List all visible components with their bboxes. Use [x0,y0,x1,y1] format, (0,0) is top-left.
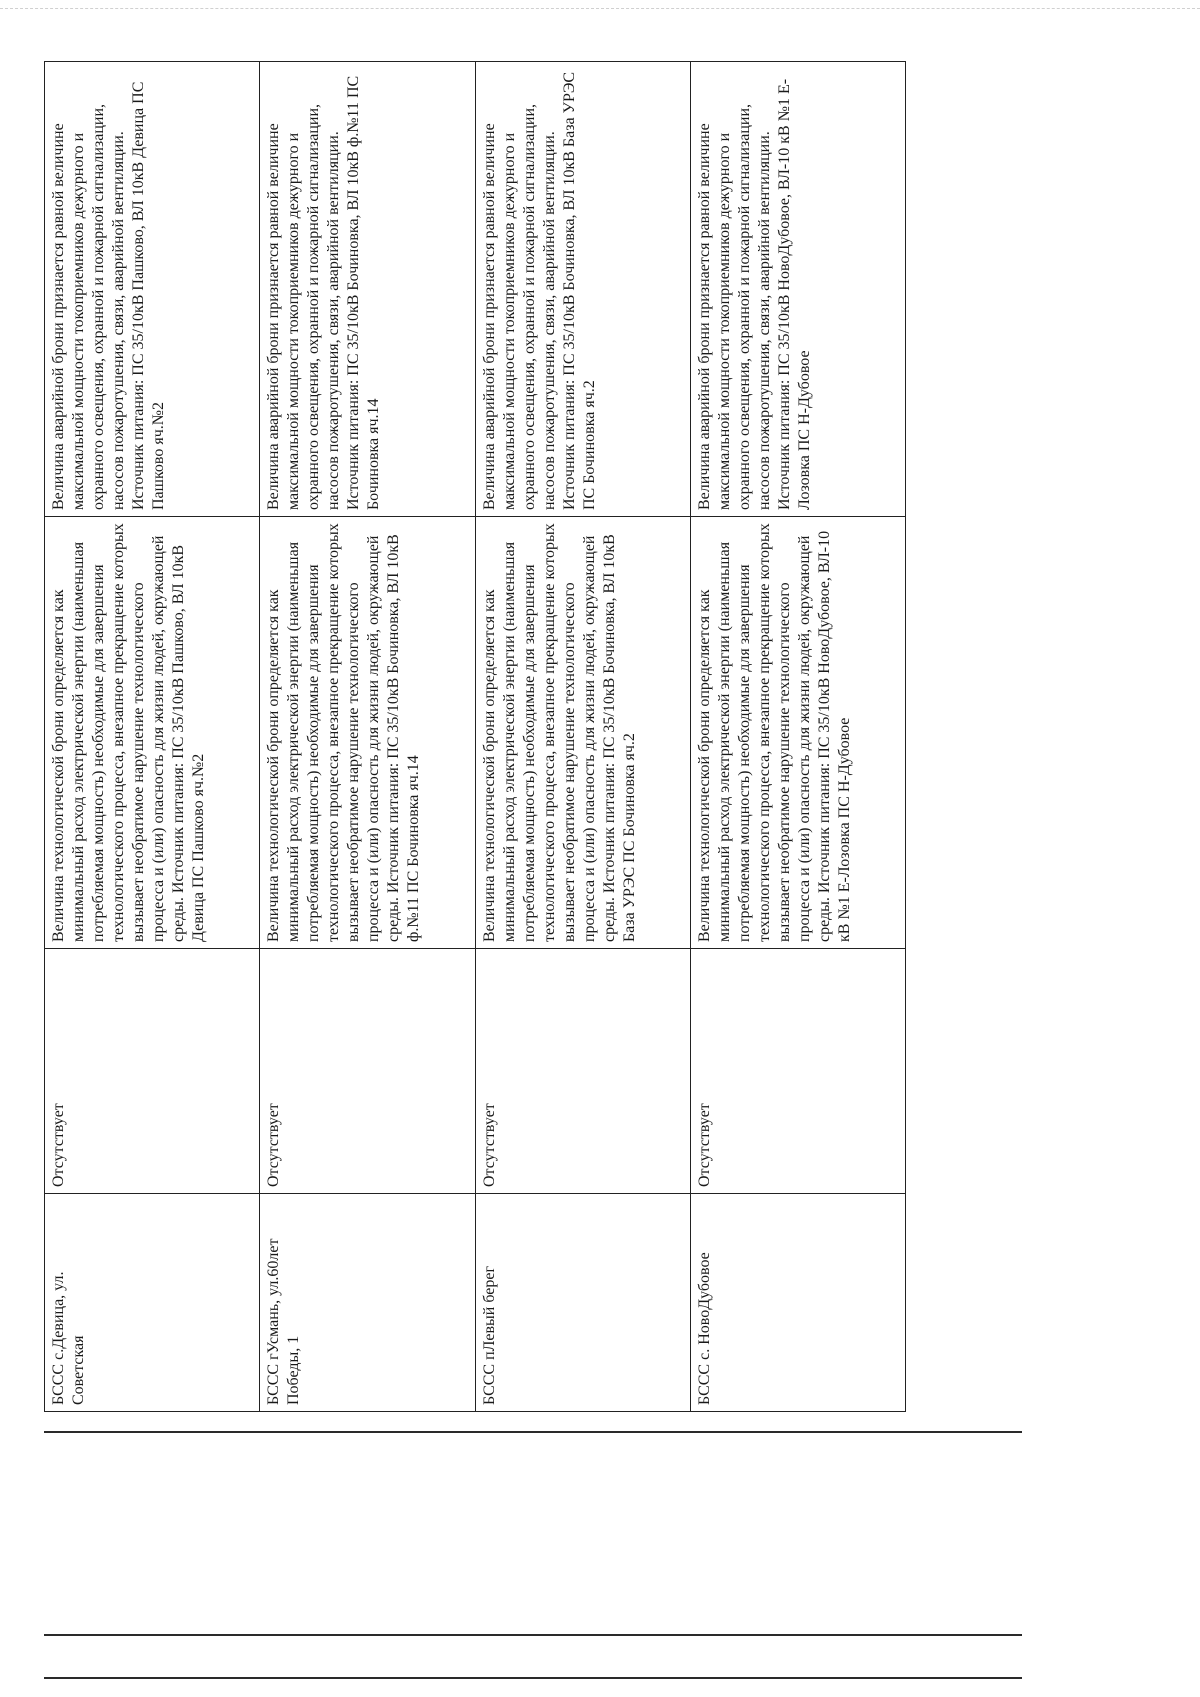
reservation-table [44,61,906,1412]
signature-line [44,1677,1022,1679]
table-row [690,62,905,1412]
rotated-table-wrapper [44,62,906,1412]
status-cell: Отсутствует [475,949,690,1194]
tech-reserve-cell: Величина технологической брони определяется как минимальный расход электрической энергии (наименьшая потребляемая мощность) необходимые для завершения технологического процесса, внезапное прекращение которых вызывает необратимое нарушение технологического процесса и (или) опасность для жизни людей, окружающей среды. Источник питания: ПС 35/10кВ Бочиновка, ВЛ 10кВ База УРЭС ПС Бочиновка яч.2 [475,517,690,949]
emergency-reserve-cell: Величина аварийной брони признается равной величине максимальной мощности токоприемников дежурного и охранного освещения, охранной и пожарной сигнализации, насосов пожаротушения, связи, аварийной вентиляции. Источник питания: ПС 35/10кВ НовоДубовое, ВЛ-10 кВ №1 Е-Лозовка ПС Н-Дубовое [690,62,905,517]
tech-reserve-cell: Величина технологической брони определяется как минимальный расход электрической энергии (наименьшая потребляемая мощность) необходимые для завершения технологического процесса, внезапное прекращение которых вызывает необратимое нарушение технологического процесса и (или) опасность для жизни людей, окружающей среды. Источник питания: ПС 35/10кВ Бочиновка, ВЛ 10кВ ф.№11 ПС Бочиновка яч.14 [260,517,475,949]
status-cell: Отсутствует [690,949,905,1194]
object-cell: БССС пЛевый берег [475,1194,690,1412]
scan-edge-line [0,8,1200,9]
status-cell: Отсутствует [45,949,260,1194]
table-row [45,62,260,1412]
emergency-reserve-cell: Величина аварийной брони признается равной величине максимальной мощности токоприемников дежурного и охранного освещения, охранной и пожарной сигнализации, насосов пожаротушения, связи, аварийной вентиляции. Источник питания: ПС 35/10кВ Бочиновка, ВЛ 10кВ ф.№11 ПС Бочиновка яч.14 [260,62,475,517]
emergency-reserve-cell: Величина аварийной брони признается равной величине максимальной мощности токоприемников дежурного и охранного освещения, охранной и пожарной сигнализации, насосов пожаротушения, связи, аварийной вентиляции. Источник питания: ПС 35/10кВ Пашково, ВЛ 10кВ Девица ПС Пашково яч.№2 [45,62,260,517]
tech-reserve-cell: Величина технологической брони определяется как минимальный расход электрической энергии (наименьшая потребляемая мощность) необходимые для завершения технологического процесса, внезапное прекращение которых вызывает необратимое нарушение технологического процесса и (или) опасность для жизни людей, окружающей среды. Источник питания: ПС 35/10кВ НовоДубовое, ВЛ-10 кВ №1 Е-Лозовка ПС Н-Дубовое [690,517,905,949]
object-cell: БССС с.Девица, ул. Советская [45,1194,260,1412]
signature-line [44,1431,1022,1433]
signature-line [44,1634,1022,1636]
table-row [260,62,475,1412]
emergency-reserve-cell: Величина аварийной брони признается равной величине максимальной мощности токоприемников дежурного и охранного освещения, охранной и пожарной сигнализации, насосов пожаротушения, связи, аварийной вентиляции. Источник питания: ПС 35/10кВ Бочиновка, ВЛ 10кВ База УРЭС ПС Бочиновка яч.2 [475,62,690,517]
status-cell: Отсутствует [260,949,475,1194]
tech-reserve-cell: Величина технологической брони определяется как минимальный расход электрической энергии (наименьшая потребляемая мощность) необходимые для завершения технологического процесса, внезапное прекращение которых вызывает необратимое нарушение технологического процесса и (или) опасность для жизни людей, окружающей среды. Источник питания: ПС 35/10кВ Пашково, ВЛ 10кВ Девица ПС Пашково яч.№2 [45,517,260,949]
object-cell: БССС гУсмань, ул.60лет Победы, 1 [260,1194,475,1412]
object-cell: БССС с. НовоДубовое [690,1194,905,1412]
table-row [475,62,690,1412]
